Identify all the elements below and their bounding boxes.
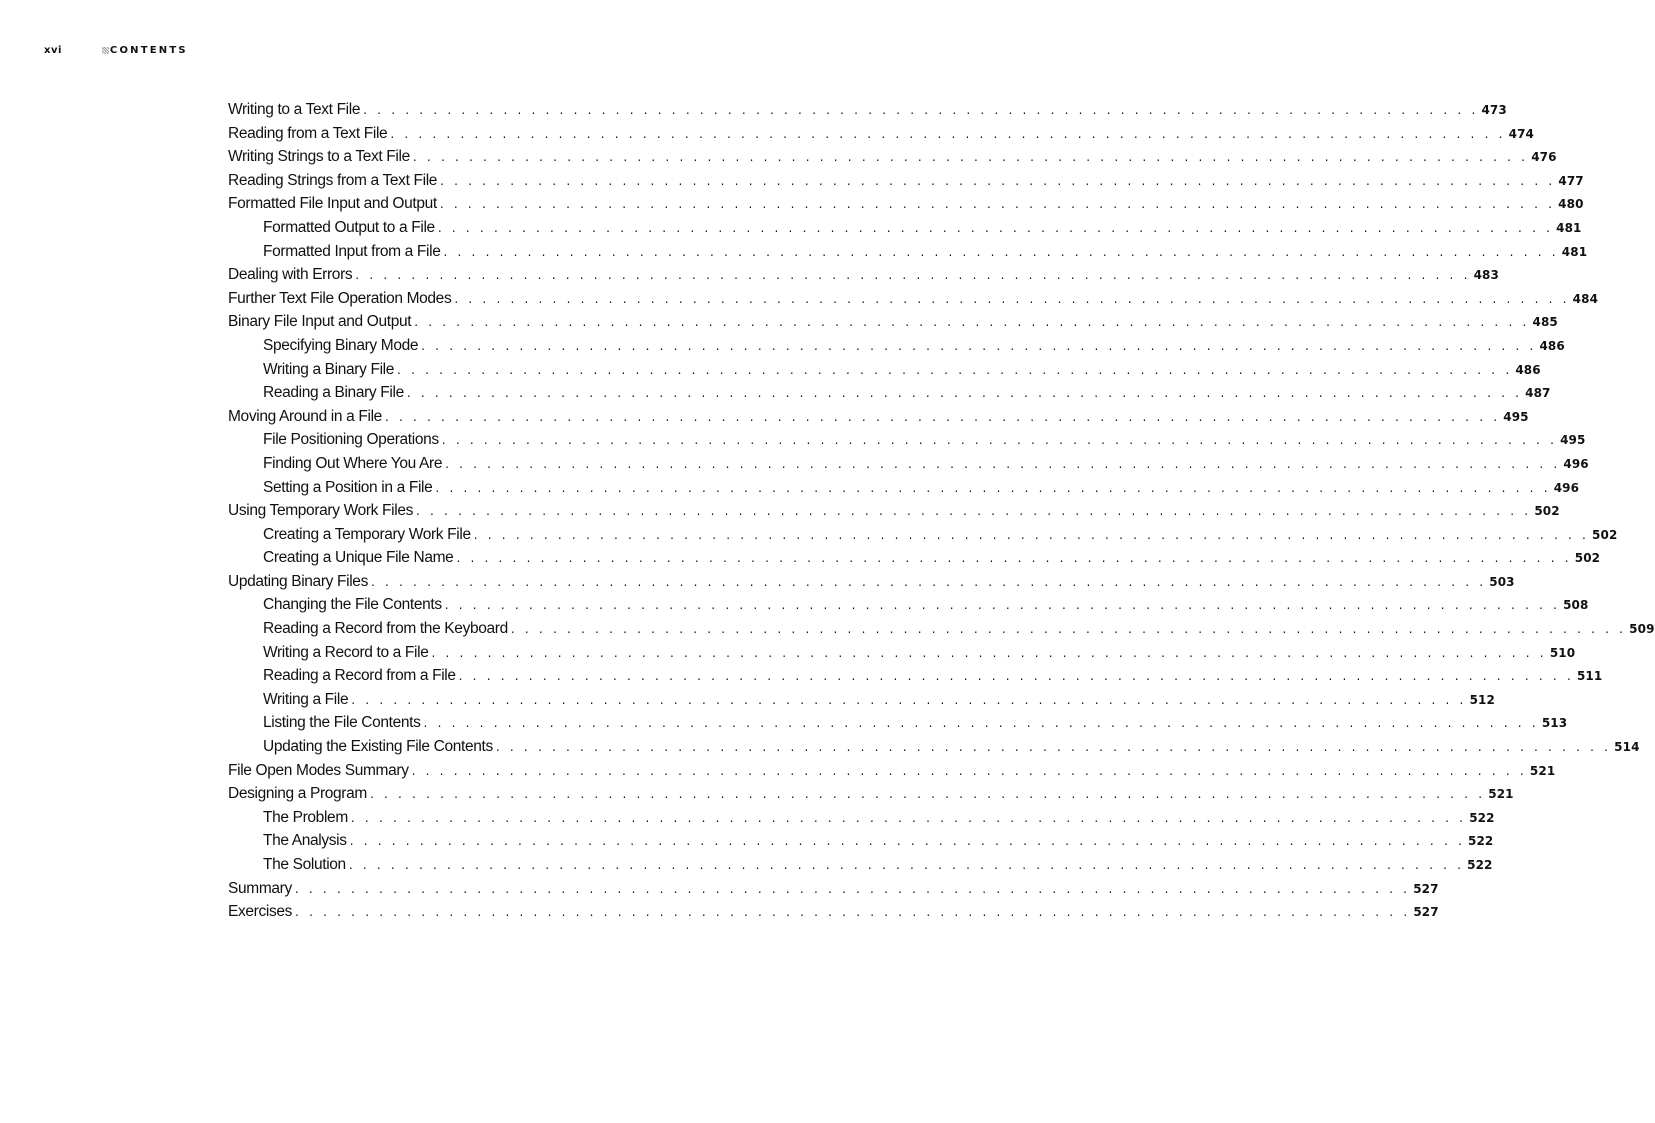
toc-entry-title: Formatted Input from a File <box>263 242 441 260</box>
toc-entry[interactable] <box>228 829 1494 853</box>
toc-entry-title: Reading a Binary File <box>263 384 404 402</box>
toc-entry-title: Updating the Existing File Contents <box>263 738 493 756</box>
toc-entry-title: Reading Strings from a Text File <box>228 171 438 189</box>
toc-entry[interactable] <box>228 523 1618 547</box>
toc-entry-page: 521 <box>1488 787 1514 802</box>
toc-entry-page: 487 <box>1525 386 1551 401</box>
dot-leader: . . . . . . . . . . . . . . . . . . . . . . . . . . . . . . . . . . . . . . . . . . . . . . . . . . . . . . . . . . . . . . . . . . . . . . . . . . . . . . . . <box>349 834 1465 849</box>
toc-entry-title: Writing Strings to a Text File <box>228 148 410 166</box>
running-head <box>44 43 188 57</box>
toc-entry-page: 522 <box>1467 858 1493 872</box>
dot-leader: . . . . . . . . . . . . . . . . . . . . . . . . . . . . . . . . . . . . . . . . . . . . . . . . . . . . . . . . . . . . . . . . . . . . . . . . . . . . . . . . <box>421 338 1537 353</box>
toc-entry[interactable] <box>228 145 1557 169</box>
dot-leader: . . . . . . . . . . . . . . . . . . . . . . . . . . . . . . . . . . . . . . . . . . . . . . . . . . . . . . . . . . . . . . . . . . . . . . . . . . . . . . . . <box>435 480 1551 495</box>
dot-leader: . . . . . . . . . . . . . . . . . . . . . . . . . . . . . . . . . . . . . . . . . . . . . . . . . . . . . . . . . . . . . . . . . . . . . . . . . . . . . . . . <box>350 810 1467 825</box>
dot-leader: . . . . . . . . . . . . . . . . . . . . . . . . . . . . . . . . . . . . . . . . . . . . . . . . . . . . . . . . . . . . . . . . . . . . . . . . . . . . . . . . <box>295 905 1411 920</box>
toc-entry-page: 522 <box>1468 834 1494 849</box>
toc-entry-title: Writing a Binary File <box>263 360 395 378</box>
toc-entry-page: 496 <box>1563 456 1589 471</box>
toc-entry-title: Moving Around in a File <box>228 407 382 425</box>
toc-entry-page: 495 <box>1503 409 1529 424</box>
dot-leader: . . . . . . . . . . . . . . . . . . . . . . . . . . . . . . . . . . . . . . . . . . . . . . . . . . . . . . . . . . . . . . . . . . . . . . . . . . . . . . . . <box>444 598 1561 613</box>
toc-entry-title: Changing the File Contents <box>263 596 442 614</box>
toc-entry[interactable] <box>228 263 1499 287</box>
toc-entry-page: 511 <box>1576 669 1603 684</box>
section-title: CONTENTS <box>109 44 188 56</box>
toc-entry-page: 512 <box>1469 692 1495 707</box>
toc-entry[interactable] <box>228 358 1541 382</box>
dot-leader: . . . . . . . . . . . . . . . . . . . . . . . . . . . . . . . . . . . . . . . . . . . . . . . . . . . . . . . . . . . . . . . . . . . . . . . . . . . . . . . . <box>473 527 1590 542</box>
dot-leader: . . . . . . . . . . . . . . . . . . . . . . . . . . . . . . . . . . . . . . . . . . . . . . . . . . . . . . . . . . . . . . . . . . . . . . . . . . . . . . . . <box>369 787 1486 802</box>
toc-entry-page: 510 <box>1549 645 1576 660</box>
toc-entry-title: Finding Out Where You Are <box>263 454 443 472</box>
toc-entry-title: Formatted Output to a File <box>263 218 435 236</box>
toc-entry[interactable] <box>228 641 1576 665</box>
toc-entry-page: 476 <box>1531 150 1557 165</box>
toc-entry-title: Updating Binary Files <box>228 572 368 590</box>
toc-entry-title: Binary File Input and Output <box>228 313 412 331</box>
toc-entry-title: Formatted File Input and Output <box>228 195 437 213</box>
dot-leader: . . . . . . . . . . . . . . . . . . . . . . . . . . . . . . . . . . . . . . . . . . . . . . . . . . . . . . . . . . . . . . . . . . . . . . . . . . . . . . . . <box>412 150 1529 165</box>
toc-entry-title: File Positioning Operations <box>263 431 439 449</box>
dot-leader: . . . . . . . . . . . . . . . . . . . . . . . . . . . . . . . . . . . . . . . . . . . . . . . . . . . . . . . . . . . . . . . . . . . . . . . . . . . . . . . . <box>355 268 1471 283</box>
toc-entry-title: Setting a Position in a File <box>263 478 433 496</box>
toc-entry-page: 484 <box>1572 291 1599 306</box>
dot-leader: . . . . . . . . . . . . . . . . . . . . . . . . . . . . . . . . . . . . . . . . . . . . . . . . . . . . . . . . . . . . . . . . . . . . . . . . . . . . . . . . <box>458 669 1574 684</box>
toc-entry[interactable] <box>228 381 1551 405</box>
toc-entry-title: Writing a Record to a File <box>263 643 429 661</box>
toc-entry-page: 480 <box>1558 197 1584 212</box>
toc-entry[interactable] <box>228 334 1565 358</box>
toc-entry[interactable] <box>228 617 1655 641</box>
section-marker-icon <box>102 47 109 54</box>
toc-entry[interactable] <box>228 405 1529 429</box>
toc-entry-title: Creating a Unique File Name <box>263 549 454 567</box>
toc-entry[interactable] <box>228 310 1558 334</box>
toc-entry-title: Reading from a Text File <box>228 124 388 142</box>
toc-entry[interactable] <box>228 711 1568 735</box>
toc-entry[interactable] <box>228 806 1495 830</box>
toc-entry-page: 481 <box>1561 244 1588 259</box>
dot-leader: . . . . . . . . . . . . . . . . . . . . . . . . . . . . . . . . . . . . . . . . . . . . . . . . . . . . . . . . . . . . . . . . . . . . . . . . . . . . . . . . <box>351 692 1467 707</box>
toc-entry[interactable] <box>228 287 1599 311</box>
dot-leader: . . . . . . . . . . . . . . . . . . . . . . . . . . . . . . . . . . . . . . . . . . . . . . . . . . . . . . . . . . . . . . . . . . . . . . . . . . . . . . . . <box>431 645 1547 660</box>
toc-entry-page: 486 <box>1539 338 1565 353</box>
toc-entry-page: 503 <box>1489 574 1515 589</box>
table-of-contents <box>228 98 1655 924</box>
toc-entry[interactable] <box>228 688 1495 712</box>
dot-leader: . . . . . . . . . . . . . . . . . . . . . . . . . . . . . . . . . . . . . . . . . . . . . . . . . . . . . . . . . . . . . . . . . . . . . . . . . . . . . . . . <box>443 244 1559 259</box>
toc-entry-title: Summary <box>228 879 292 897</box>
dot-leader: . . . . . . . . . . . . . . . . . . . . . . . . . . . . . . . . . . . . . . . . . . . . . . . . . . . . . . . . . . . . . . . . . . . . . . . . . . . . . . . . <box>445 456 1561 471</box>
toc-entry-page: 474 <box>1508 126 1534 141</box>
toc-entry-page: 502 <box>1534 504 1560 519</box>
dot-leader: . . . . . . . . . . . . . . . . . . . . . . . . . . . . . . . . . . . . . . . . . . . . . . . . . . . . . . . . . . . . . . . . . . . . . . . . . . . . . . . . <box>437 220 1554 235</box>
toc-entry-title: Creating a Temporary Work File <box>263 525 471 543</box>
dot-leader: . . . . . . . . . . . . . . . . . . . . . . . . . . . . . . . . . . . . . . . . . . . . . . . . . . . . . . . . . . . . . . . . . . . . . . . . . . . . . . . . <box>370 574 1487 589</box>
toc-entry[interactable] <box>228 192 1584 216</box>
dot-leader: . . . . . . . . . . . . . . . . . . . . . . . . . . . . . . . . . . . . . . . . . . . . . . . . . . . . . . . . . . . . . . . . . . . . . . . . . . . . . . . . <box>440 173 1556 188</box>
toc-entry[interactable] <box>228 452 1589 476</box>
dot-leader: . . . . . . . . . . . . . . . . . . . . . . . . . . . . . . . . . . . . . . . . . . . . . . . . . . . . . . . . . . . . . . . . . . . . . . . . . . . . . . . . <box>397 362 1513 377</box>
toc-entry-page: 521 <box>1529 763 1556 778</box>
toc-entry[interactable] <box>228 428 1586 452</box>
dot-leader: . . . . . . . . . . . . . . . . . . . . . . . . . . . . . . . . . . . . . . . . . . . . . . . . . . . . . . . . . . . . . . . . . . . . . . . . . . . . . . . . <box>439 197 1556 212</box>
dot-leader: . . . . . . . . . . . . . . . . . . . . . . . . . . . . . . . . . . . . . . . . . . . . . . . . . . . . . . . . . . . . . . . . . . . . . . . . . . . . . . . . <box>414 315 1530 330</box>
toc-entry-page: 483 <box>1473 268 1499 283</box>
toc-entry[interactable] <box>228 593 1589 617</box>
toc-entry-title: Writing to a Text File <box>228 101 361 118</box>
dot-leader: . . . . . . . . . . . . . . . . . . . . . . . . . . . . . . . . . . . . . . . . . . . . . . . . . . . . . . . . . . . . . . . . . . . . . . . . . . . . . . . . <box>510 622 1627 637</box>
toc-entry-page: 477 <box>1558 173 1584 188</box>
toc-entry-page: 527 <box>1413 905 1439 920</box>
toc-entry-title: Designing a Program <box>228 785 367 803</box>
toc-entry[interactable] <box>228 476 1580 500</box>
toc-entry[interactable] <box>228 122 1534 146</box>
toc-entry-page: 473 <box>1481 103 1507 117</box>
toc-entry-title: Further Text File Operation Modes <box>228 289 452 307</box>
toc-entry[interactable] <box>228 877 1439 901</box>
toc-entry-page: 496 <box>1553 480 1580 495</box>
toc-entry-title: Specifying Binary Mode <box>263 336 419 354</box>
toc-entry-title: The Solution <box>263 856 346 873</box>
dot-leader: . . . . . . . . . . . . . . . . . . . . . . . . . . . . . . . . . . . . . . . . . . . . . . . . . . . . . . . . . . . . . . . . . . . . . . . . . . . . . . . . <box>390 126 1506 141</box>
toc-entry-page: 502 <box>1574 551 1601 566</box>
dot-leader: . . . . . . . . . . . . . . . . . . . . . . . . . . . . . . . . . . . . . . . . . . . . . . . . . . . . . . . . . . . . . . . . . . . . . . . . . . . . . . . . <box>406 386 1523 401</box>
dot-leader: . . . . . . . . . . . . . . . . . . . . . . . . . . . . . . . . . . . . . . . . . . . . . . . . . . . . . . . . . . . . . . . . . . . . . . . . . . . . . . . . <box>423 716 1539 731</box>
toc-entry[interactable] <box>228 98 1507 122</box>
dot-leader: . . . . . . . . . . . . . . . . . . . . . . . . . . . . . . . . . . . . . . . . . . . . . . . . . . . . . . . . . . . . . . . . . . . . . . . . . . . . . . . . <box>348 858 1465 872</box>
dot-leader: . . . . . . . . . . . . . . . . . . . . . . . . . . . . . . . . . . . . . . . . . . . . . . . . . . . . . . . . . . . . . . . . . . . . . . . . . . . . . . . . <box>495 740 1612 755</box>
toc-entry[interactable] <box>228 900 1439 924</box>
toc-entry-page: 495 <box>1560 433 1586 448</box>
toc-entry[interactable] <box>228 499 1560 523</box>
dot-leader: . . . . . . . . . . . . . . . . . . . . . . . . . . . . . . . . . . . . . . . . . . . . . . . . . . . . . . . . . . . . . . . . . . . . . . . . . . . . . . . . <box>363 103 1479 117</box>
toc-entry-title: Listing the File Contents <box>263 714 421 732</box>
toc-entry-page: 527 <box>1413 881 1439 896</box>
toc-entry[interactable] <box>228 664 1603 688</box>
dot-leader: . . . . . . . . . . . . . . . . . . . . . . . . . . . . . . . . . . . . . . . . . . . . . . . . . . . . . . . . . . . . . . . . . . . . . . . . . . . . . . . . <box>456 551 1572 566</box>
toc-entry-title: Reading a Record from the Keyboard <box>263 620 508 638</box>
toc-entry-title: The Analysis <box>263 832 347 850</box>
toc-entry[interactable] <box>228 570 1515 594</box>
toc-entry-page: 508 <box>1563 598 1589 613</box>
toc-entry-title: File Open Modes Summary <box>228 761 409 779</box>
toc-entry-page: 509 <box>1629 622 1655 637</box>
toc-entry-title: Exercises <box>228 903 293 921</box>
toc-entry[interactable] <box>228 240 1588 264</box>
toc-entry[interactable] <box>228 546 1601 570</box>
toc-entry-page: 514 <box>1614 740 1640 755</box>
dot-leader: . . . . . . . . . . . . . . . . . . . . . . . . . . . . . . . . . . . . . . . . . . . . . . . . . . . . . . . . . . . . . . . . . . . . . . . . . . . . . . . . <box>454 291 1570 306</box>
toc-entry[interactable] <box>228 735 1640 759</box>
dot-leader: . . . . . . . . . . . . . . . . . . . . . . . . . . . . . . . . . . . . . . . . . . . . . . . . . . . . . . . . . . . . . . . . . . . . . . . . . . . . . . . . <box>384 409 1501 424</box>
dot-leader: . . . . . . . . . . . . . . . . . . . . . . . . . . . . . . . . . . . . . . . . . . . . . . . . . . . . . . . . . . . . . . . . . . . . . . . . . . . . . . . . <box>294 881 1411 896</box>
toc-entry[interactable] <box>228 216 1582 240</box>
toc-entry-page: 485 <box>1532 315 1558 330</box>
toc-entry[interactable] <box>228 853 1493 877</box>
toc-entry-title: The Problem <box>263 808 348 826</box>
toc-entry[interactable] <box>228 759 1556 783</box>
dot-leader: . . . . . . . . . . . . . . . . . . . . . . . . . . . . . . . . . . . . . . . . . . . . . . . . . . . . . . . . . . . . . . . . . . . . . . . . . . . . . . . . <box>441 433 1558 448</box>
toc-entry-title: Writing a File <box>263 690 349 708</box>
toc-entry-page: 486 <box>1515 362 1541 377</box>
toc-entry-page: 513 <box>1541 716 1568 731</box>
toc-entry-title: Using Temporary Work Files <box>228 502 413 520</box>
dot-leader: . . . . . . . . . . . . . . . . . . . . . . . . . . . . . . . . . . . . . . . . . . . . . . . . . . . . . . . . . . . . . . . . . . . . . . . . . . . . . . . . <box>411 763 1527 778</box>
toc-entry[interactable] <box>228 169 1584 193</box>
toc-entry-title: Reading a Record from a File <box>263 667 456 685</box>
toc-entry-page: 522 <box>1469 810 1495 825</box>
toc-entry-page: 481 <box>1556 220 1582 235</box>
toc-entry-page: 502 <box>1592 527 1618 542</box>
dot-leader: . . . . . . . . . . . . . . . . . . . . . . . . . . . . . . . . . . . . . . . . . . . . . . . . . . . . . . . . . . . . . . . . . . . . . . . . . . . . . . . . <box>416 504 1532 519</box>
toc-entry-title: Dealing with Errors <box>228 266 353 284</box>
page-number: xvi <box>44 44 62 56</box>
toc-entry[interactable] <box>228 782 1514 806</box>
